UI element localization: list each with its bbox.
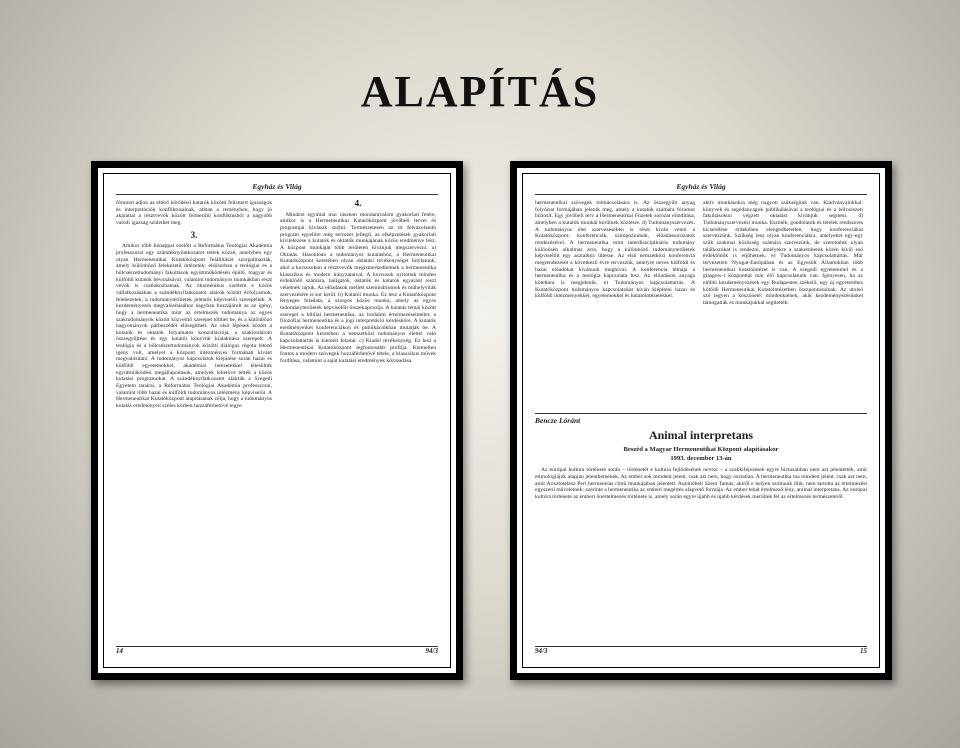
paragraph: Az európai kultúra története során – történetét e kultúra fejlődésének nevezi – a szakkifejezések egyre biztosabban nem azt jelentették, amit etimológiájuk alapján jelenthetnének. Az ember sok mindent jelent, csak azt nem, hogy osztatlan. A hermeneutika ma mindent jelent, csak azt nem, amit Arisztotelész Peri hermeneias című munkájában jelentett. Aquinóbeli Szent Tamás, akiről e helyen szólnunk illik, nem tartotta az értelmezést egyszerű műveletnek: szerinte a hermeneutika az emberi megértés alapvető formája. Az ember tehát értelmező lény, animal interpretans. Az európai kultúra története az emberi önértelmezés története is, amely során egyre újabb és újabb kérdések merültek fel az értelmezés természetéről. bbox=[535, 467, 867, 500]
paragraph: Mindezt egyúttal mai rásztem mondanivalóm gyakorlati felére, amikor is a Hermeneutikai Kutatóközpont jövőbeli tervei és programjai kívánok szólni. Természetesen az itt felvázolandó program egyelőre még tervezet jellegű, az elképzelések gyakorlati kivitelezése a kutatók és oktatók munkájának közös eredménye lesz. A központ munkáját több területen kívánjuk megszervezni. a) Oktatás. Hasonlóan a tudományos kutatáshoz, a Hermeneutikai Kutatóközpont keretében olyan oktatási tevékenységet folytatunk, ahol a kurzusokon a résztvevők megismerkedhetnek a hermeneutika klasszikus és modern irányzataival. A kurzusok nyitottak minden érdeklődő számára, hallgatók, oktatók és kutatók egyaránt részt vehetnek rajtuk. Az előadások mellett szemináriumok és műhelyviták szervezésére is sor kerül. b) Kutatói munka. Ez lesz a Kutatóközpont lényeges feladata, a szorgos közös munka, amely az egyes tudományterületek képviselőit összekapcsolja. A kutatás témái között szerepel a bibliai hermeneutika, az irodalmi értelmezéselmélet, a filozófiai hermeneutika és a jogi interpretáció kérdésköre. A kutatók eredményeiket konferenciákon és publikációkban mutatják be. A Kutatóközpont keretében a nemzetközi tudományos élettel való kapcsolattartás is kiemelt feladat. c) Kiadói tevékenység. Ez lesz a Hermeneutikai Kutatóközpont legfontosabb profilja. Kiemelten fontos a modern szövegek hozzáférhetővé tétele, a klasszikus művek fordítása, valamint a saját kutatási eredmények közreadása. bbox=[280, 211, 436, 365]
right-page-mat bbox=[516, 167, 886, 674]
section-number: 3. bbox=[190, 229, 198, 240]
running-head bbox=[116, 184, 438, 195]
page-footer bbox=[116, 646, 438, 657]
right-page-column-1 bbox=[535, 200, 695, 405]
running-head-text: Egyház és Világ bbox=[676, 182, 726, 191]
right-page-frame bbox=[510, 161, 892, 680]
article-subtitle: Beszéd a Magyar Hermeneutikai Központ alapításakor bbox=[623, 445, 779, 453]
running-head bbox=[535, 184, 867, 195]
left-page bbox=[112, 182, 442, 659]
article-title: Animal interpretans bbox=[648, 427, 754, 442]
paragraph: aktív munkásokra még nagyon szükségünk van. Kiadványainkkal: könyvek és segédanyagok publikálásával a teológiai és a bölcsészeti fakultásokon végzett oktatást kívánjuk segíteni. d) Tudományszervezési munka. Eszmék, gondolatok és tételek rendszeres kicserélése érdekében elengedhetetlen, hogy konferenciákat szervezzünk. Szükség lesz olyan konferenciákra, amelyeket egy-egy szűk szakmai közösség számára szervezünk, de szeretnénk olyan találkozókat is rendezni, amelyekre a szakemberek körén kívül eső érdeklődők is eljöhetnek. e) Tudományos kapcsolattartás. Már tervezetten Nyugat-Európában és az Egyesült Államokban több hermeneutikai kutatóintézet is van. A szegedi egyetemmel és a glasgow-i központtal már élő kapcsolatunk van. Igényesen, ha az előbbi kezdeményezések egy Budapesten székelő, egy új egyetemhez kötődő Hermeneutikai Kutatóintézetben összpontosulnak. Az utolsó szó legyen a köszöneté: mindenkiének, akik kezdeményezésünket támogatták és munkájukkal segítették. bbox=[703, 200, 863, 306]
page-number: 15 bbox=[860, 647, 867, 655]
divider bbox=[535, 413, 867, 414]
article-date: 1993. december 13-án bbox=[670, 454, 732, 462]
running-head-text: Egyház és Világ bbox=[252, 182, 302, 191]
paragraph: Amikor több hónappal ezelőtt a Református Teológiai Akadémia professzorai egy szándéknyilatkozatot tettek közzé, amelyben egy olyan Hermeneutikai Kutatóközpont felállítását szorgalmazták, amely különböző felekezetű intézetek: elsősorban a teológiai és a bölcsészettudományi fakultások együttműködésén épülő, magyar és külföldi kutatók bevonásával, valamint tudományos munkákban részt vevők is csatlakozhatnak. Az ökuménikus szellem e közös vállalkozásában a szándéknyilatkozatot aláírók között évfolyamok, felekezetek, a tudományterületek jelentős képviselői szerepeltek. A kezdeményezés megvalósításához nagyban hozzájárult az az igény, hogy a hermeneutika mint az értelmezés tudománya az egyes szaktudományok között közvetítő szerepet tölthet be, és a különböző hagyományok párbeszédét elősegítheti. Az első lépések között a kutatók és oktatók folyamatos konzultációja, a szakirodalom összegyűjtése és egy kutatói könyvtár kialakítása szerepelt. A teológia és a bölcsészettudományok közötti dialógus régóta létező igény volt, amelyet a központ intézményes formában kívánt megvalósítani. A tudományos kapcsolatok kiépítése során hazai és külföldi egyetemekkel, akadémiai intézetekkel létesültek együttműködési megállapodások, amelyek lehetővé tették a közös kutatási programokat. A szándéknyilatkozatot aláírták a Szegedi Egyetem tanárai, a Református Teológiai Akadémia professzorai, valamint több hazai és külföldi tudományos intézmény képviselői. A Hermeneutikai Kutatóközpont alapításának célja, hogy a tudományos kutatás eredményeit széles körben hozzáférhetővé tegye. bbox=[116, 243, 272, 410]
paragraph: fórumot adjon az eltérő kötődésű kutatók közötti felismert igazságok és interpretációk konfliktusainak, abban a reményben, hogy jó akarattal a résztvevők között felmerülő konfliktusból a nagyobb valódi igazság születhet meg. bbox=[116, 200, 272, 226]
paragraph: hermeneutikai szövegek tolmácsolására is. Az összegyűlt anyag folyóirat formájában jelenik meg, amely a kutatók számára fórumot biztosít. Egy jövőbeli terv a Hermeneutikai Füzetek sorozat elindítása, amelyben a kutatók munkái kerülnek közlésre. d) Tudományszervezés. A tudományos élet szervezésében is részt kíván venni a Kutatóközpont: konferenciák, szimpóziumok, előadássorozatok rendezésével. A hermeneutika mint interdiszciplináris tudomány különösen alkalmas arra, hogy a különböző tudományterületek képviselőit egy asztalhoz ültesse. Az első nemzetközi konferencia megrendezését a következő évre tervezzük, amelyre neves külföldi és hazai előadókat kívánunk meghívni. A konferencia témája a hermeneutika és a teológia kapcsolata lesz. Az előadások anyaga kötetben is megjelenik. e) Tudományos kapcsolattartás. A Kutatóközpont tudományos kapcsolatokat kíván kiépíteni hazai és külföldi intézményekkel, egyetemekkel és kutatóintézetekkel. bbox=[535, 200, 695, 300]
page-number: 14 bbox=[116, 647, 123, 655]
issue-number: 94/3 bbox=[425, 647, 438, 655]
page-footer bbox=[535, 646, 867, 657]
article-block bbox=[535, 408, 867, 645]
left-page-frame bbox=[91, 161, 463, 680]
article-author: Bencze Lóránt bbox=[535, 416, 581, 425]
left-page-column-1 bbox=[116, 200, 272, 645]
left-page-column-2 bbox=[280, 200, 436, 645]
issue-number: 94/3 bbox=[535, 647, 548, 655]
slide-title: ALAPÍTÁS bbox=[360, 67, 600, 116]
section-number: 4. bbox=[354, 200, 362, 208]
left-page-mat bbox=[97, 167, 457, 674]
right-page-column-2 bbox=[703, 200, 863, 405]
right-page bbox=[531, 182, 871, 659]
